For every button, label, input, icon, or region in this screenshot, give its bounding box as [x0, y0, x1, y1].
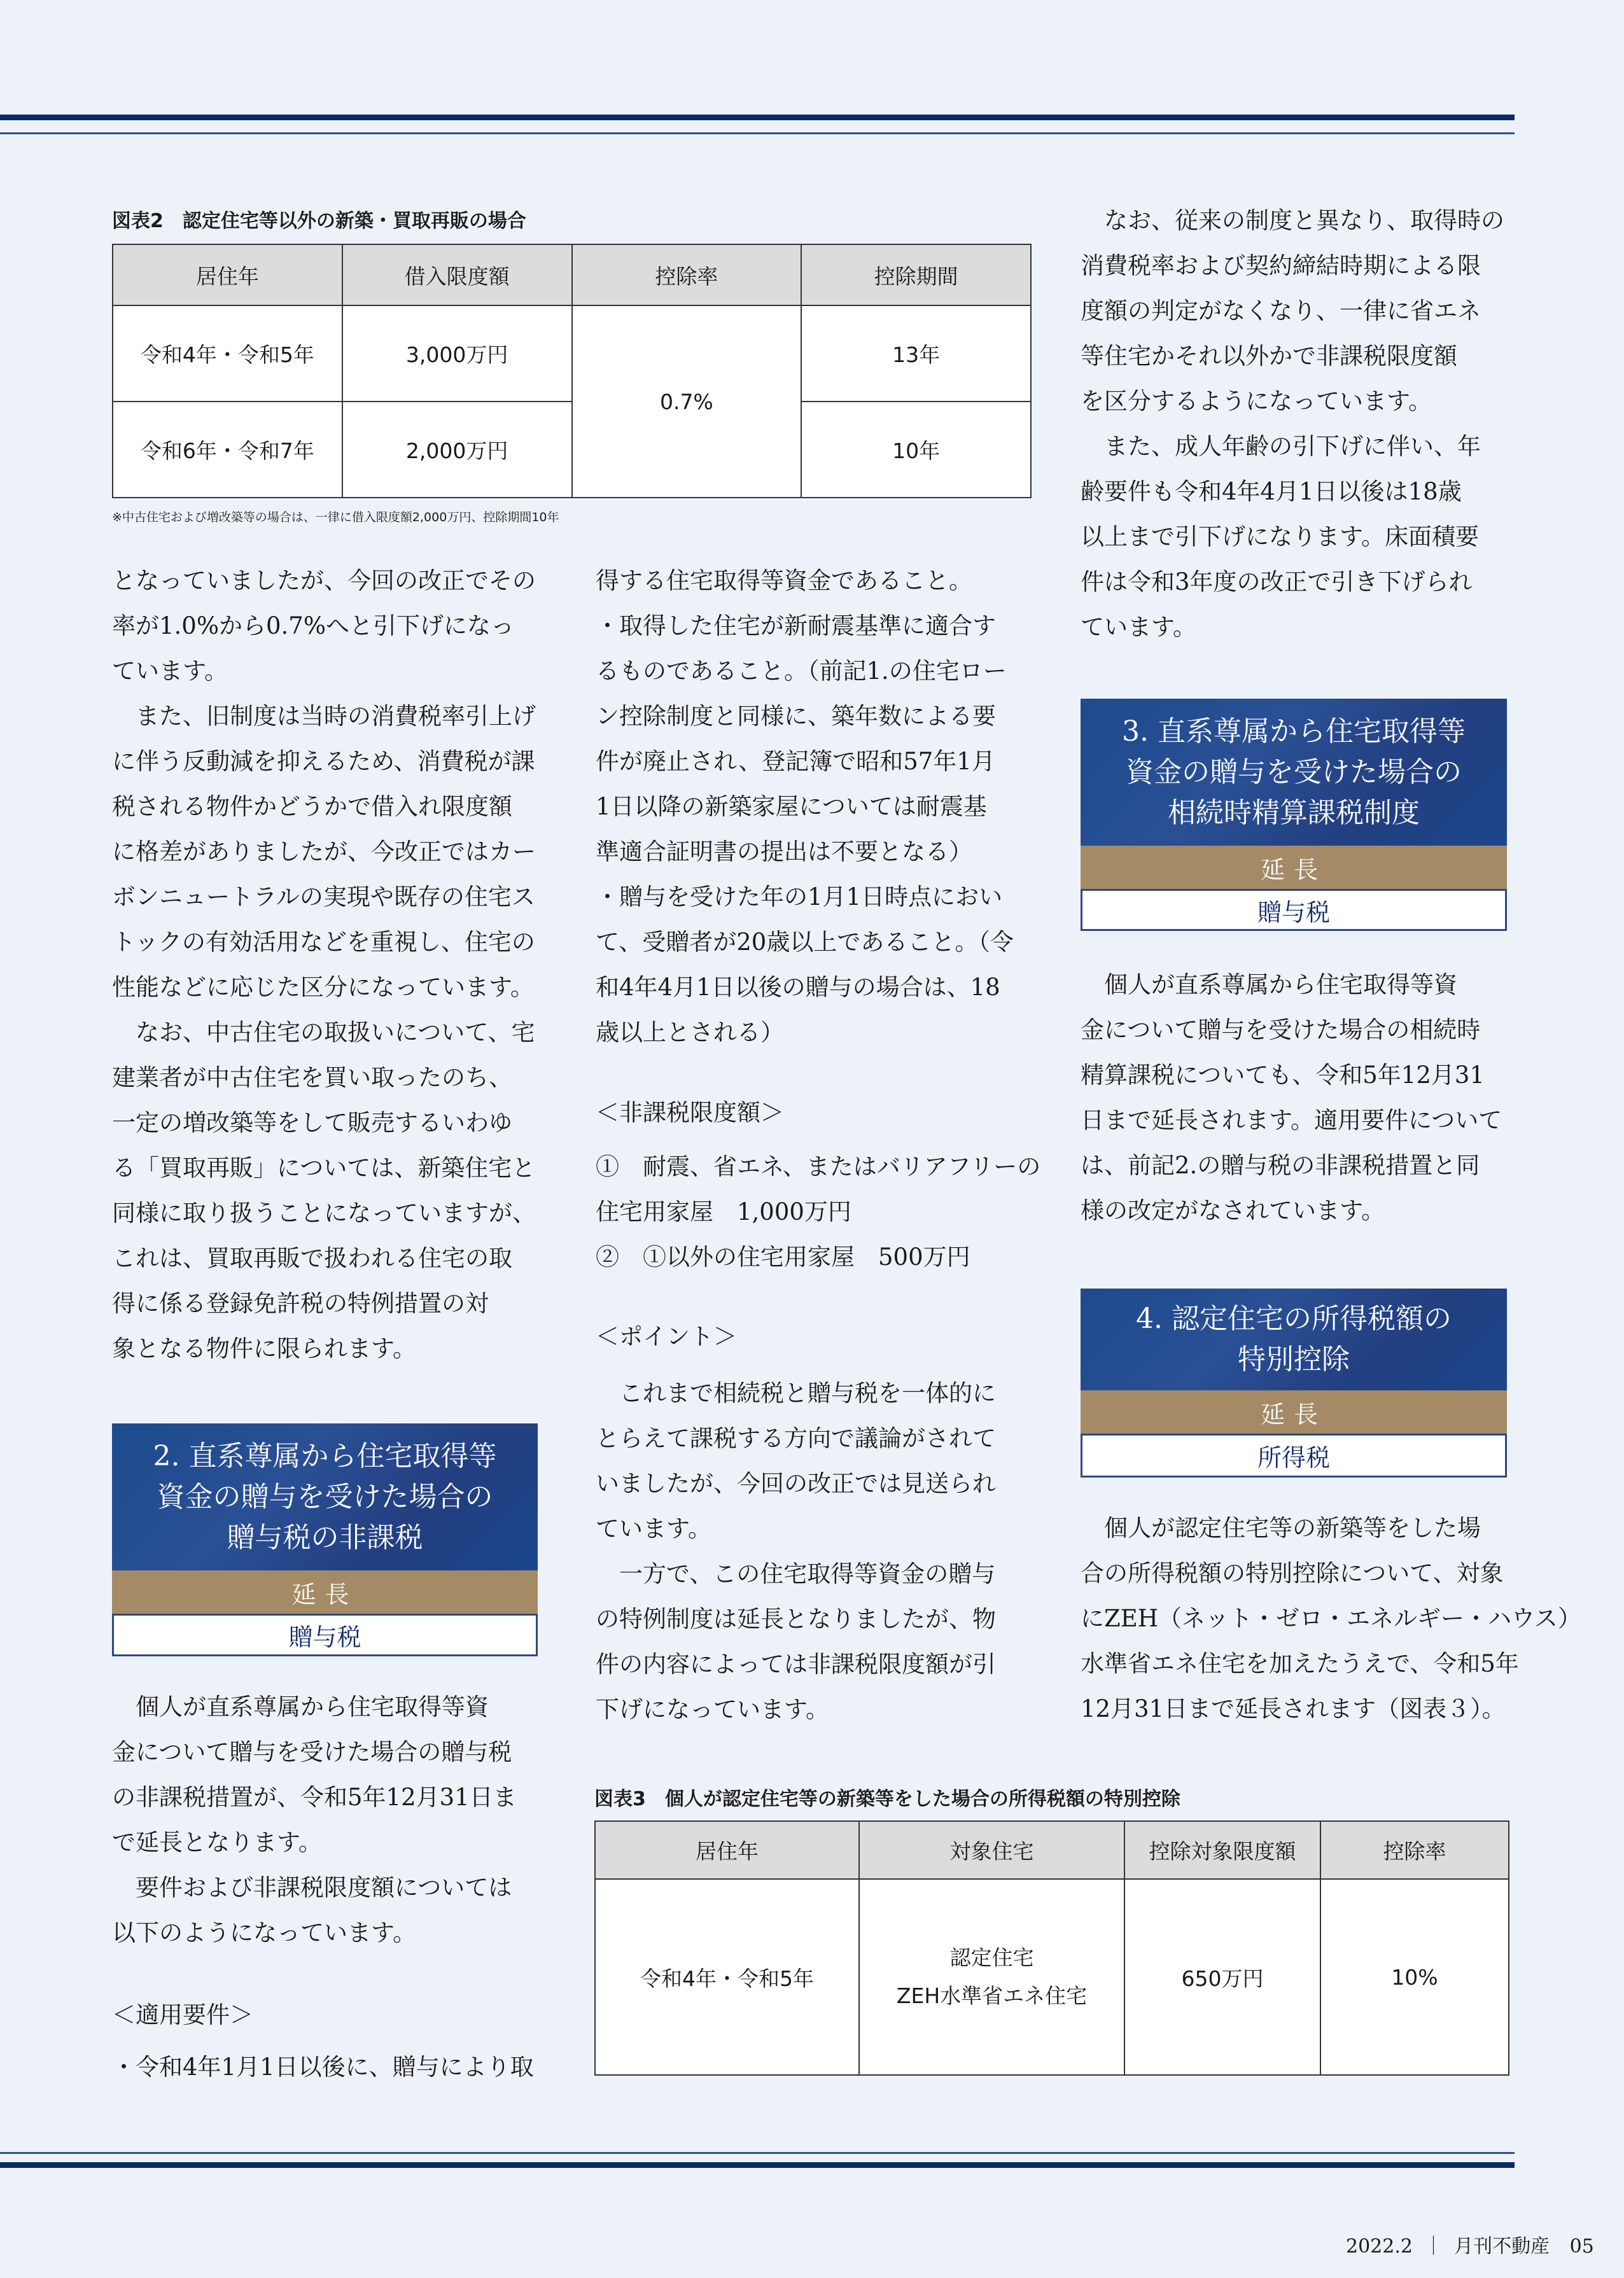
text-line: の特例制度は延長となりましたが、物 — [596, 1605, 996, 1633]
cell: 令和4年・令和5年 — [595, 1879, 859, 2075]
text-line: 件は令和3年度の改正で引き下げられ — [1081, 568, 1473, 596]
text-line: 要件および非課税限度額については — [112, 1874, 512, 1901]
text-line: 一方で、この住宅取得等資金の贈与 — [596, 1560, 996, 1588]
col1-paragraph-1 — [112, 558, 545, 1371]
text-line: これは、買取再販で扱われる住宅の取 — [112, 1245, 512, 1272]
col2-paragraph-3 — [596, 1371, 1028, 1732]
text-line: を区分するようになっています。 — [1081, 388, 1432, 415]
section2-title — [112, 1423, 538, 1570]
text-line: で延長となります。 — [112, 1829, 323, 1856]
page-number: 05 — [1569, 2235, 1594, 2258]
cell: 3,000万円 — [342, 305, 572, 402]
page-footer — [1346, 2230, 1594, 2258]
text-line: 一定の増改築等をして販売するいわゆ — [112, 1109, 512, 1136]
text-line: 建業者が中古住宅を買い取ったのち、 — [112, 1064, 512, 1091]
text-line: ・令和4年1月1日以後に、贈与により取 — [112, 2053, 534, 2081]
text-line: 齢要件も令和4年4月1日以後は18歳 — [1081, 478, 1462, 505]
text-line: ・贈与を受けた年の1月1日時点におい — [596, 883, 1003, 911]
text-line: 様の改定がなされています。 — [1081, 1197, 1385, 1224]
bottom-rule-thick — [0, 2162, 1515, 2168]
text-line: 12月31日まで延長されます（図表３）。 — [1081, 1695, 1506, 1722]
col2-heading-point — [596, 1314, 1028, 1359]
footer-separator: ｜ — [1424, 2235, 1443, 2258]
bottom-rule-thin — [0, 2152, 1515, 2154]
text-line: ボンニュートラルの実現や既存の住宅ス — [112, 883, 535, 911]
text-line: 資金の贈与を受けた場合の — [1126, 755, 1462, 788]
text-line: ています。 — [596, 1515, 712, 1542]
section4-tax: 所得税 — [1081, 1434, 1507, 1478]
figure3-caption: 図表3 個人が認定住宅等の新築等をした場合の所得税額の特別控除 — [594, 1788, 1180, 1810]
text-line: 和4年4月1日以後の贈与の場合は、18 — [596, 974, 1000, 1001]
text-line: これまで相続税と贈与税を一体的に — [596, 1380, 996, 1407]
text-line: 象となる物件に限られます。 — [112, 1335, 417, 1362]
text-line: 3. 直系尊属から住宅取得等 — [1122, 715, 1466, 748]
text-line: るものであること。（前記1.の住宅ロー — [596, 657, 1007, 685]
text-line: 個人が直系尊属から住宅取得等資 — [1081, 971, 1457, 998]
top-rule-thick — [0, 115, 1515, 120]
text-line: 個人が認定住宅等の新築等をした場 — [1081, 1514, 1481, 1542]
text-line: 性能などに応じた区分になっています。 — [112, 974, 535, 1001]
figure3-table — [594, 1820, 1509, 2076]
text-line: ① 耐震、省エネ、またはバリアフリーの — [596, 1153, 1041, 1180]
text-line: 相続時精算課税制度 — [1168, 796, 1420, 829]
text-line: 2. 直系尊属から住宅取得等 — [153, 1439, 497, 1472]
section4-title — [1081, 1289, 1507, 1390]
text-line: ＜非課税限度額＞ — [596, 1099, 784, 1126]
section4-status: 延長 — [1081, 1390, 1507, 1434]
text-line: ② ①以外の住宅用家屋 500万円 — [596, 1243, 970, 1271]
col1-paragraph-3 — [112, 2044, 545, 2090]
cell: 650万円 — [1124, 1879, 1320, 2075]
text-line: 準適合証明書の提出は不要となる） — [596, 838, 972, 865]
text-line: にZEH（ネット・ゼロ・エネルギー・ハウス） — [1081, 1605, 1581, 1632]
text-line: 贈与税の非課税 — [227, 1521, 423, 1554]
text-line: なお、従来の制度と異なり、取得時の — [1081, 207, 1504, 234]
section2-status: 延長 — [112, 1570, 538, 1614]
header-cell: 控除率 — [1320, 1821, 1509, 1879]
text-line: なお、中古住宅の取扱いについて、宅 — [112, 1019, 535, 1046]
col1-paragraph-2 — [112, 1684, 545, 1955]
text-line: 1日以降の新築家屋については耐震基 — [596, 793, 987, 820]
header-cell: 控除対象限度額 — [1124, 1821, 1320, 1879]
col3-paragraph-1 — [1081, 198, 1513, 650]
col3-paragraph-3 — [1081, 1506, 1581, 1731]
section3-title — [1081, 699, 1507, 846]
cell: 令和4年・令和5年 — [113, 305, 342, 402]
text-line: に伴う反動減を抑えるため、消費税が課 — [112, 748, 535, 775]
text-line: ン控除制度と同様に、築年数による要 — [596, 702, 996, 730]
text-line: 4. 認定住宅の所得税額の — [1136, 1303, 1452, 1335]
figure2-note: ※中古住宅および増改築等の場合は、一律に借入限度額2,000万円、控除期間10年 — [112, 510, 559, 524]
header-cell: 控除期間 — [801, 244, 1031, 305]
issue-date: 2022.2 — [1346, 2235, 1413, 2258]
cell: 10年 — [801, 402, 1031, 498]
text-line: ＜ポイント＞ — [596, 1323, 737, 1350]
text-line: ・取得した住宅が新耐震基準に適合す — [596, 612, 996, 639]
text-line: 水準省エネ住宅を加えたうえで、令和5年 — [1081, 1650, 1519, 1677]
cell: 13年 — [801, 305, 1031, 402]
text-line: 資金の贈与を受けた場合の — [157, 1480, 493, 1513]
text-line: 精算課税についても、令和5年12月31 — [1081, 1061, 1485, 1089]
text-line: ＜適用要件＞ — [112, 2001, 253, 2029]
text-line: 金について贈与を受けた場合の相続時 — [1081, 1016, 1481, 1044]
text-line: トックの有効活用などを重視し、住宅の — [112, 928, 535, 956]
housing-type: ZEH水準省エネ住宅 — [896, 1983, 1088, 2008]
section3-status: 延長 — [1081, 846, 1507, 889]
text-line: に格差がありましたが、今改正ではカー — [112, 838, 536, 865]
text-line: 歳以上とされる） — [596, 1019, 784, 1046]
section3-tax: 贈与税 — [1081, 889, 1507, 931]
housing-type: 認定住宅 — [949, 1945, 1034, 1970]
section2-tax: 贈与税 — [112, 1614, 538, 1656]
top-rule-thin — [0, 132, 1515, 134]
cell: 令和6年・令和7年 — [113, 402, 342, 498]
text-line: また、成人年齢の引下げに伴い、年 — [1081, 433, 1481, 460]
section2-box — [112, 1423, 538, 1656]
section4-box — [1081, 1289, 1507, 1478]
text-line: 率が1.0%から0.7%へと引下げになっ — [112, 612, 514, 639]
text-line: 件が廃止され、登記簿で昭和57年1月 — [596, 748, 995, 775]
text-line: 以上まで引下げになります。床面積要 — [1081, 523, 1480, 550]
col2-heading-limits — [596, 1090, 1028, 1135]
text-line: て、受贈者が20歳以上であること。（令 — [596, 928, 1014, 956]
header-cell: 居住年 — [595, 1821, 859, 1879]
text-line: 件の内容によっては非課税限度額が引 — [596, 1651, 996, 1678]
magazine-name: 月刊不動産 — [1454, 2235, 1550, 2258]
text-line: 特別控除 — [1238, 1343, 1350, 1376]
cell: 2,000万円 — [342, 402, 572, 498]
text-line: 得する住宅取得等資金であること。 — [596, 567, 972, 594]
text-line: 金について贈与を受けた場合の贈与税 — [112, 1738, 512, 1766]
text-line: は、前記2.の贈与税の非課税措置と同 — [1081, 1152, 1480, 1179]
text-line: 下げになっています。 — [596, 1696, 830, 1723]
text-line: 住宅用家屋 1,000万円 — [596, 1198, 851, 1226]
text-line: 度額の判定がなくなり、一律に省エネ — [1081, 297, 1481, 325]
text-line: 合の所得税額の特別控除について、対象 — [1081, 1560, 1504, 1587]
text-line: 得に係る登録免許税の特例措置の対 — [112, 1290, 489, 1317]
header-cell: 借入限度額 — [342, 244, 572, 305]
col3-paragraph-2 — [1081, 962, 1513, 1233]
text-line: 消費税率および契約締結時期による限 — [1081, 252, 1481, 279]
table-row — [595, 1879, 1509, 2075]
cell — [859, 1879, 1124, 2075]
col2-limits-list — [596, 1144, 1041, 1280]
col2-paragraph-1 — [596, 558, 1028, 1055]
text-line: 以下のようになっています。 — [112, 1919, 417, 1946]
text-line: 同様に取り扱うことになっていますが、 — [112, 1199, 536, 1227]
text-line: ています。 — [112, 657, 228, 685]
text-line: 日まで延長されます。適用要件について — [1081, 1107, 1502, 1134]
cell: 10% — [1320, 1879, 1509, 2075]
col1-heading-requirements — [112, 1992, 545, 2037]
section3-box — [1081, 699, 1507, 931]
text-line: の非課税措置が、令和5年12月31日ま — [112, 1784, 517, 1811]
text-line: 税される物件かどうかで借入れ限度額 — [112, 793, 512, 820]
text-line: とらえて課税する方向で議論がされて — [596, 1425, 996, 1452]
text-line: る「買取再販」については、新築住宅と — [112, 1154, 536, 1182]
text-line: 個人が直系尊属から住宅取得等資 — [112, 1693, 489, 1721]
text-line: また、旧制度は当時の消費税率引上げ — [112, 702, 536, 730]
text-line: ています。 — [1081, 613, 1197, 641]
text-line: となっていましたが、今回の改正でその — [112, 567, 536, 594]
header-cell: 対象住宅 — [859, 1821, 1124, 1879]
text-line: 等住宅かそれ以外かで非課税限度額 — [1081, 342, 1457, 370]
text-line: いましたが、今回の改正では見送られ — [596, 1470, 996, 1497]
figure2-table — [112, 244, 1032, 498]
table-row — [113, 305, 1031, 402]
figure2-caption: 図表2 認定住宅等以外の新築・買取再販の場合 — [112, 210, 526, 232]
header-cell: 居住年 — [113, 244, 342, 305]
header-cell: 控除率 — [572, 244, 802, 305]
cell: 0.7% — [572, 305, 802, 498]
